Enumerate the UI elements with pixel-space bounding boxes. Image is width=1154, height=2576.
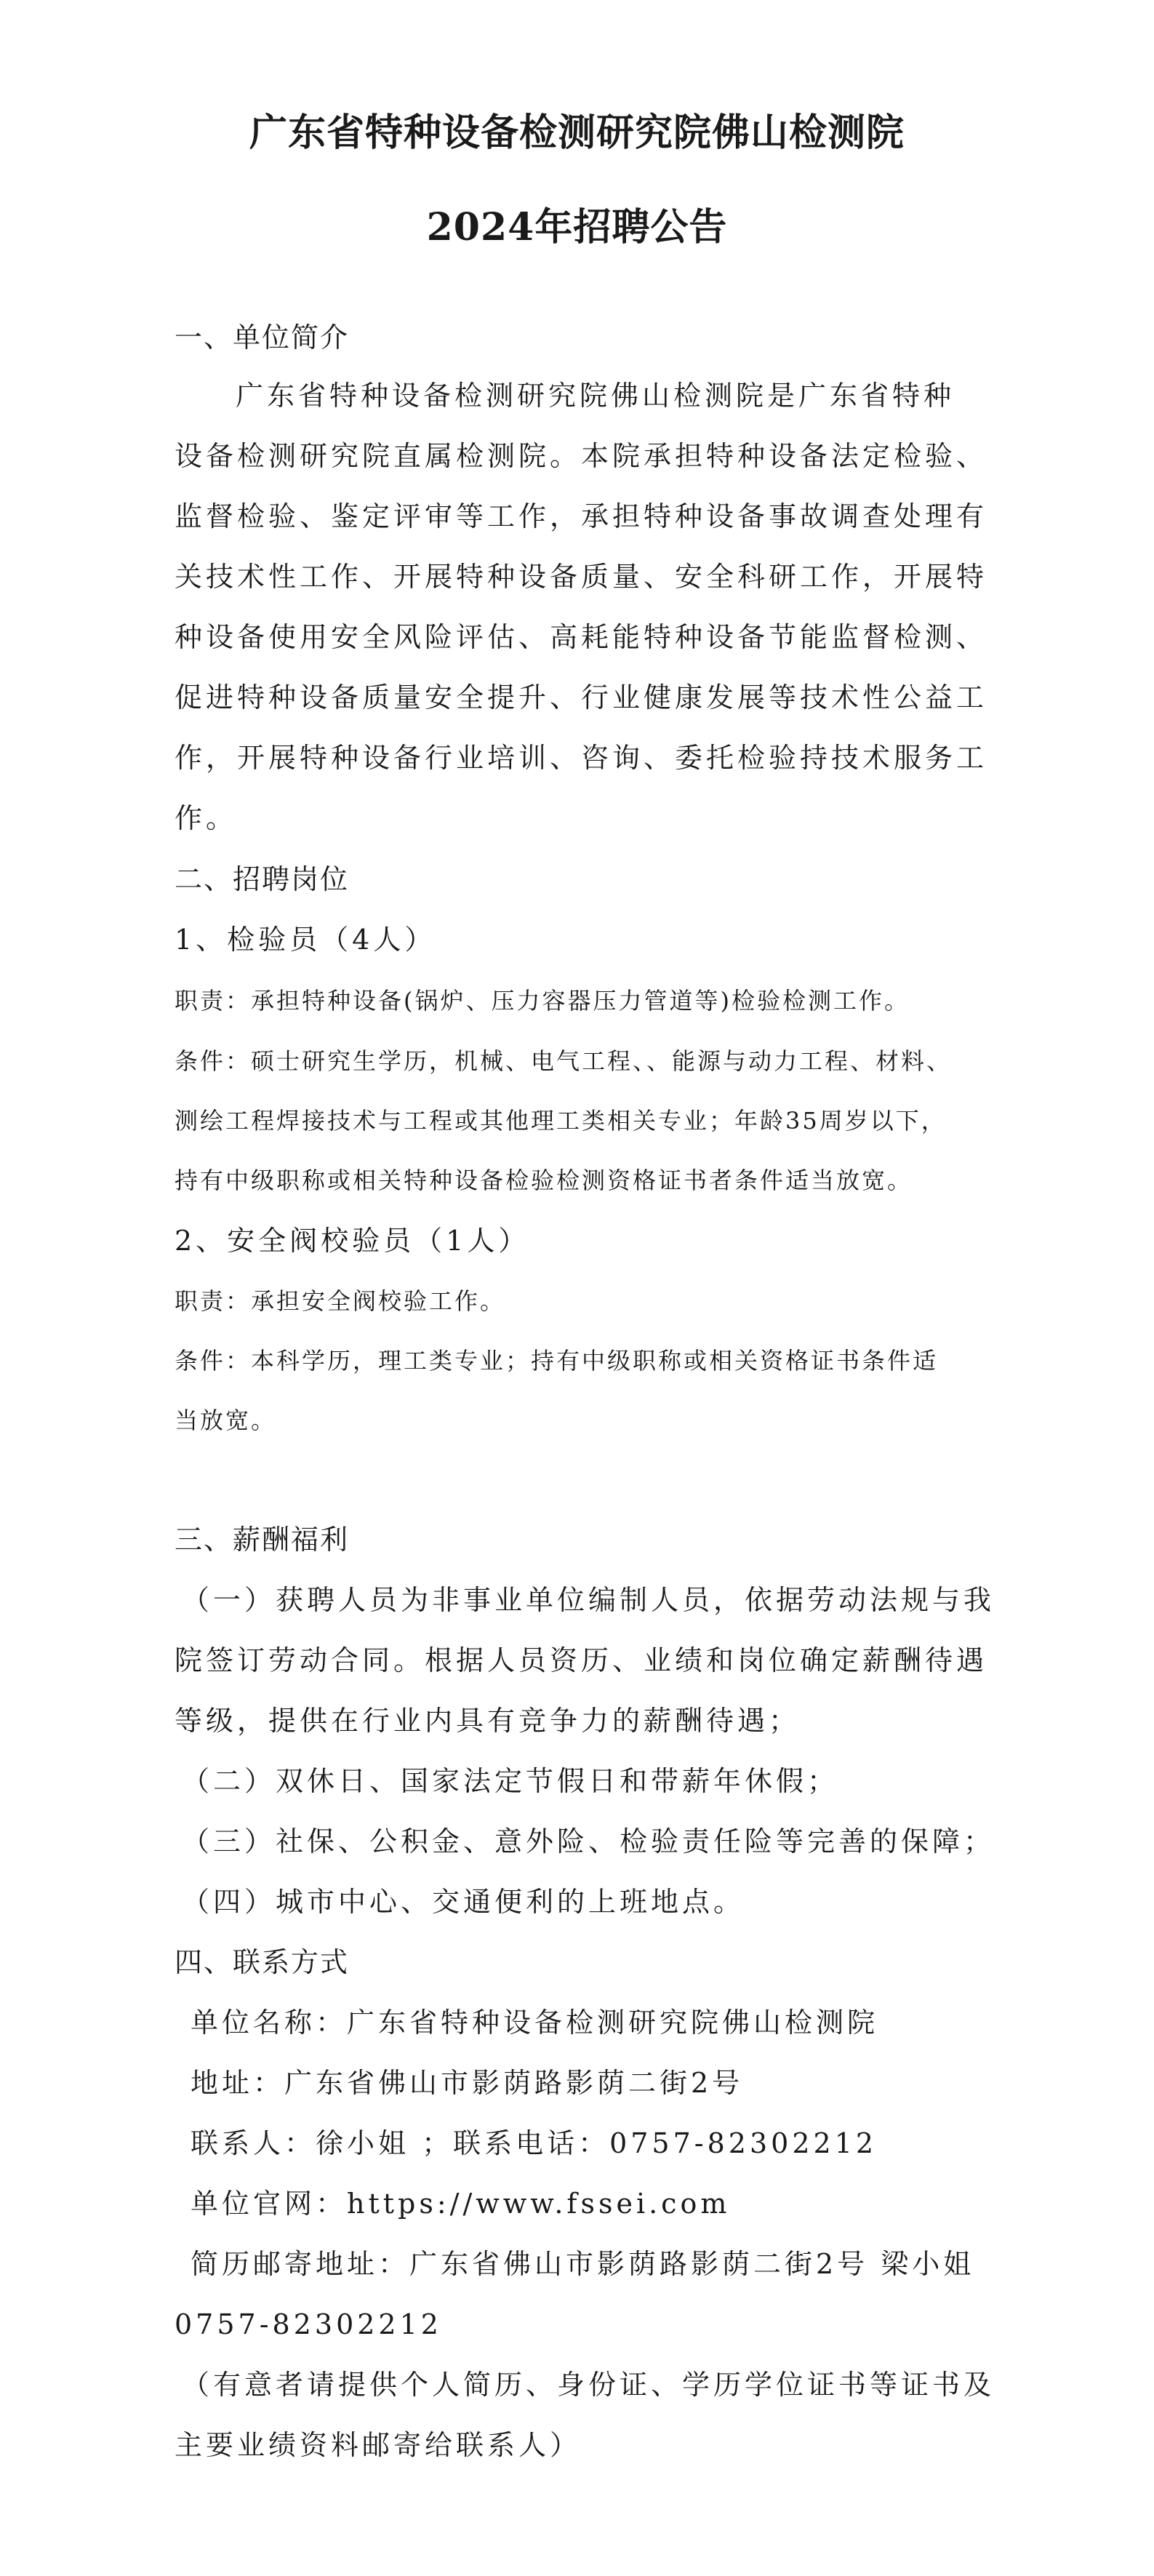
paragraph-line: 作，开展特种设备行业培训、咨询、委托检验持技术服务工 bbox=[175, 742, 988, 774]
contact-person-phone: 联系人：徐小姐 ；联系电话：0757-82302212 bbox=[191, 2127, 878, 2159]
post-condition-line: 测绘工程焊接技术与工程或其他理工类相关专业；年龄35周岁以下， bbox=[175, 1107, 947, 1135]
application-note-line: 主要业绩资料邮寄给联系人） bbox=[175, 2429, 582, 2461]
section-heading-benefits: 三、薪酬福利 bbox=[175, 1524, 350, 1556]
benefit-line: （一）获聘人员为非事业单位编制人员，依据劳动法规与我 bbox=[182, 1584, 995, 1616]
section-heading-positions: 二、招聘岗位 bbox=[175, 863, 350, 895]
paragraph-line: 设备检测研究院直属检测院。本院承担特种设备法定检验、 bbox=[175, 440, 988, 472]
post-duty: 职责：承担特种设备(锅炉、压力容器压力管道等)检验检测工作。 bbox=[175, 987, 910, 1015]
document-title: 广东省特种设备检测研究院佛山检测院 bbox=[249, 111, 905, 155]
paragraph-line: 种设备使用安全风险评估、高耗能特种设备节能监督检测、 bbox=[175, 621, 988, 653]
contact-mail-phone: 0757-82302212 bbox=[175, 2308, 442, 2340]
contact-website: 单位官网：https://www.fssei.com bbox=[191, 2188, 731, 2220]
benefit-line: （三）社保、公积金、意外险、检验责任险等完善的保障； bbox=[182, 1825, 995, 1857]
post-duty: 职责：承担安全阀校验工作。 bbox=[175, 1287, 506, 1315]
post-condition-line: 条件：硕士研究生学历，机械、电气工程、、能源与动力工程、材料、 bbox=[175, 1047, 953, 1075]
post-condition-line: 当放宽。 bbox=[175, 1407, 277, 1434]
post-condition-line: 持有中级职称或相关特种设备检验检测资格证书者条件适当放宽。 bbox=[175, 1167, 913, 1194]
benefit-line: 院签订劳动合同。根据人员资历、业绩和岗位确定薪酬待遇 bbox=[175, 1644, 988, 1676]
contact-address: 地址：广东省佛山市影荫路影荫二街2号 bbox=[191, 2067, 744, 2099]
paragraph-line: 作。 bbox=[175, 802, 238, 834]
benefit-line: （二）双休日、国家法定节假日和带薪年休假； bbox=[182, 1765, 839, 1797]
application-note-line: （有意者请提供个人简历、身份证、学历学位证书等证书及 bbox=[182, 2369, 995, 2401]
benefit-line: （四）城市中心、交通便利的上班地点。 bbox=[182, 1886, 745, 1918]
document-subtitle: 2024年招聘公告 bbox=[426, 205, 728, 249]
contact-mail-address: 简历邮寄地址：广东省佛山市影荫路影荫二街2号 梁小姐 bbox=[191, 2248, 975, 2280]
paragraph-line: 促进特种设备质量安全提升、行业健康发展等技术性公益工 bbox=[175, 681, 988, 713]
paragraph-line: 广东省特种设备检测研究院佛山检测院是广东省特种 bbox=[236, 380, 955, 412]
paragraph-line: 监督检验、鉴定评审等工作，承担特种设备事故调查处理有 bbox=[175, 500, 988, 532]
post-condition-line: 条件：本科学历，理工类专业；持有中级职称或相关资格证书条件适 bbox=[175, 1347, 939, 1375]
paragraph-line: 关技术性工作、开展特种设备质量、安全科研工作，开展特 bbox=[175, 561, 988, 593]
benefit-line: 等级，提供在行业内具有竞争力的薪酬待遇； bbox=[175, 1705, 801, 1737]
post-title-inspector: 1、检验员（4人） bbox=[175, 924, 436, 956]
post-title-valve-inspector: 2、安全阀校验员（1人） bbox=[175, 1225, 530, 1257]
section-heading-contact: 四、联系方式 bbox=[175, 1946, 350, 1978]
section-heading-intro: 一、单位简介 bbox=[175, 321, 350, 353]
contact-unit-name: 单位名称：广东省特种设备检测研究院佛山检测院 bbox=[191, 2007, 879, 2039]
